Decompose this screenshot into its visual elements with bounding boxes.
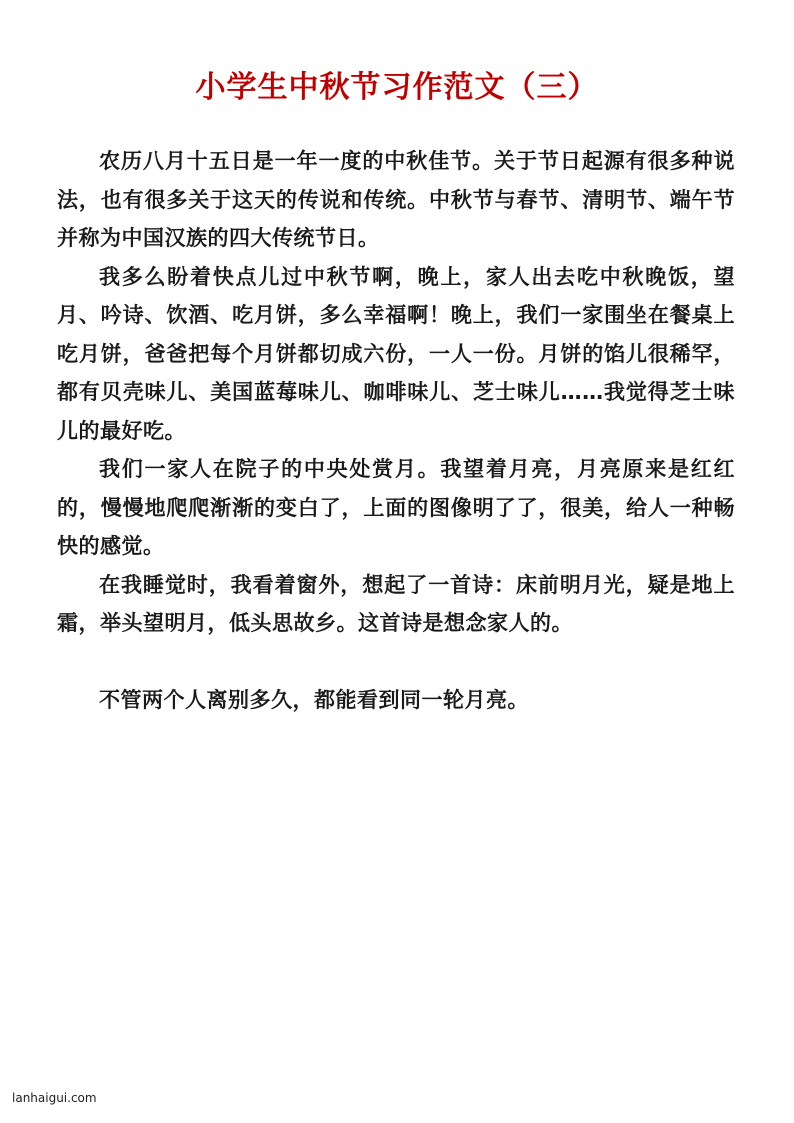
paragraph-2: 我多么盼着快点儿过中秋节啊，晚上，家人出去吃中秋晚饭，望月、吟诗、饮酒、吃月饼，多么幸福啊！晚上，我们一家围坐在餐桌上吃月饼，爸爸把每个月饼都切成六份，一人一份。月饼的馅儿很稀罕，都有贝壳味儿、美国蓝莓味儿、咖啡味儿、芝士味儿……我觉得芝士味儿的最好吃。 xyxy=(57,264,735,443)
page-title: 小学生中秋节习作范文（三） xyxy=(195,70,599,105)
footer-watermark: lanhaigui.com xyxy=(12,1091,97,1105)
paragraph-1: 农历八月十五日是一年一度的中秋佳节。关于节日起源有很多种说法，也有很多关于这天的传说和传统。中秋节与春节、清明节、端午节并称为中国汉族的四大传统节日。 xyxy=(57,149,735,250)
paragraph-4: 在我睡觉时，我看着窗外，想起了一首诗：床前明月光，疑是地上霜，举头望明月，低头思故乡。这首诗是想念家人的。 xyxy=(57,572,735,635)
paragraph-5: 不管两个人离别多久，都能看到同一轮月亮。 xyxy=(99,687,529,712)
article-body xyxy=(57,142,735,719)
paragraph-3: 我们一家人在院子的中央处赏月。我望着月亮，月亮原来是红红的，慢慢地爬爬渐渐的变白了，上面的图像明了了，很美，给人一种畅快的感觉。 xyxy=(57,457,735,558)
